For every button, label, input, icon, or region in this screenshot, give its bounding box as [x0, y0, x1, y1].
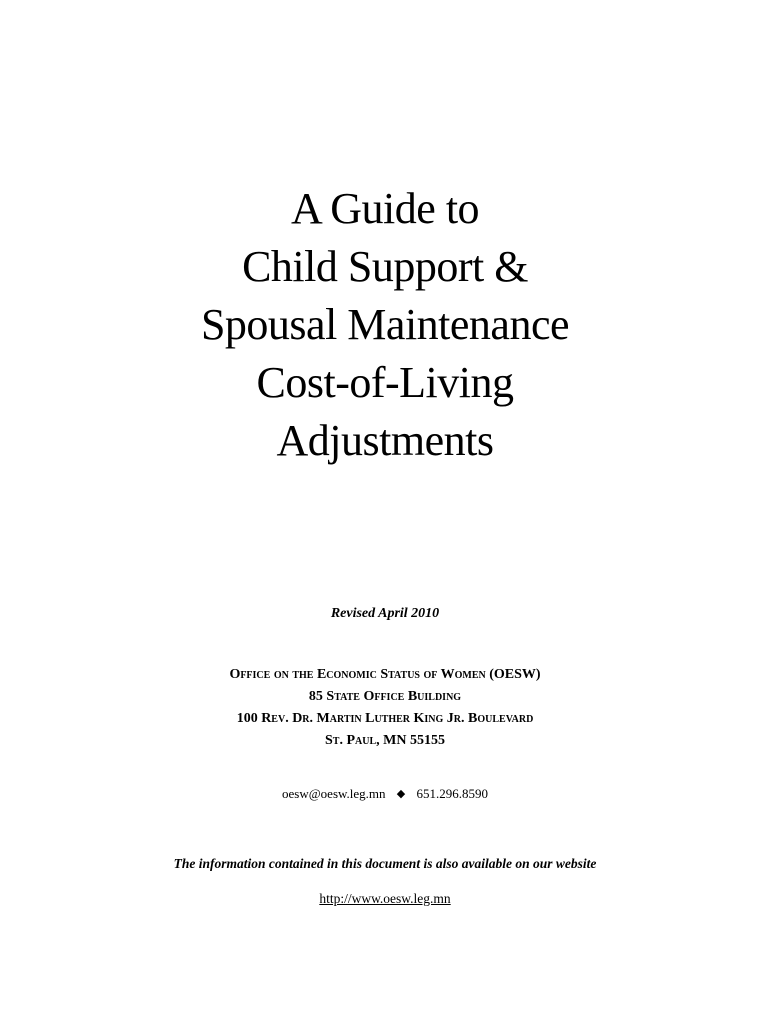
website-line: [0, 891, 770, 907]
revision-date: Revised April 2010: [330, 606, 440, 621]
diamond-separator-icon: ◆: [396, 788, 406, 800]
document-title: [0, 180, 770, 470]
contact-line: [0, 786, 770, 802]
title-line-3: Spousal Maintenance: [200, 300, 570, 349]
office-building: 85 State Office Building: [308, 689, 462, 704]
office-name: Office on the Economic Status of Women (OESW): [229, 667, 541, 682]
website-link[interactable]: http://www.oesw.leg.mn: [319, 891, 451, 906]
office-city: St. Paul, MN 55155: [325, 733, 445, 748]
contact-email: oesw@oesw.leg.mn: [281, 786, 386, 801]
office-street: 100 Rev. Dr. Martin Luther King Jr. Boulevard: [236, 711, 534, 726]
title-line-4: Cost-of-Living: [256, 358, 514, 407]
title-line-2: Child Support &: [242, 242, 528, 291]
website-note: The information contained in this document is also available on our website: [173, 856, 597, 871]
title-line-1: A Guide to: [290, 184, 480, 233]
contact-phone: 651.296.8590: [416, 786, 489, 801]
office-address: [0, 664, 770, 752]
title-line-5: Adjustments: [276, 416, 494, 465]
